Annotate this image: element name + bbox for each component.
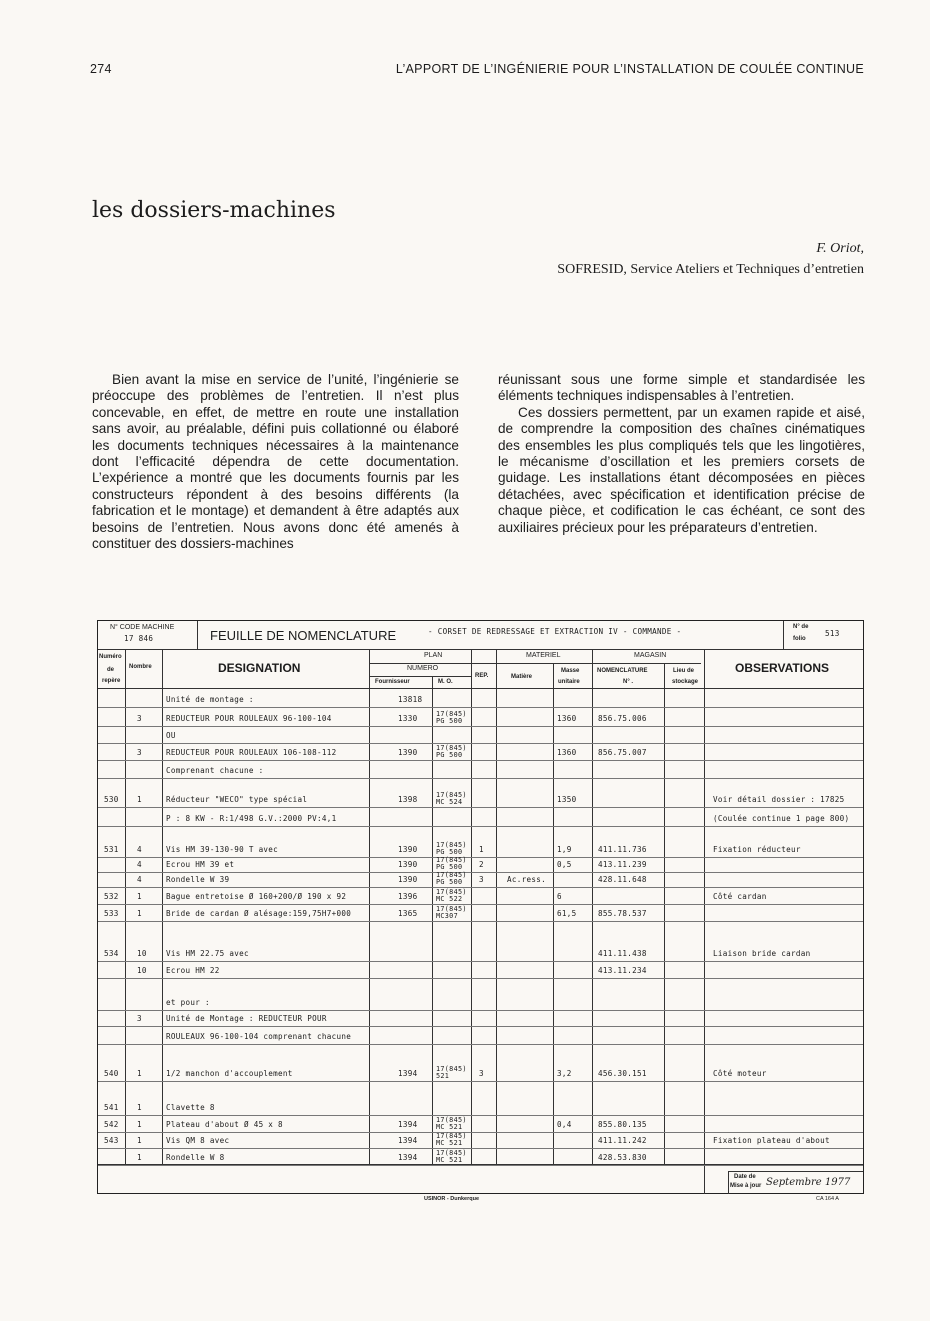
row-rule [98, 726, 863, 727]
cell-masse: 1360 [557, 714, 577, 723]
cell-masse: 3,2 [557, 1069, 572, 1078]
form-footer-ref: CA 164 A [816, 1196, 839, 1202]
cell-nomen: 856.75.007 [598, 748, 647, 757]
author-name: F. Oriot, [816, 241, 864, 256]
running-title: L’APPORT DE L’INGÉNIERIE POUR L’INSTALLATION DE COULÉE CONTINUE [395, 62, 864, 76]
cell-masse: 61,5 [557, 909, 577, 918]
paragraph: Ces dossiers permettent, par un examen rapide et aisé, de comprendre la composition des chaînes cinématiques des ensembles les plus compliqués tels que les lingotières, le mécanisme d’oscillation et les premiers corsets de guidage. Les installations étant décomposées en pièces détachées, avec spécification et identification précise de chaque pièce, et codification le cas échéant, ce sont des auxiliaires précieux pour les préparateurs d’entretien. [498, 404, 865, 535]
author-block [557, 238, 864, 280]
cell-nombre: 1 [137, 1120, 142, 1129]
cell-four: 1396 [398, 892, 418, 901]
cell-nombre: 4 [137, 845, 142, 854]
row-rule [98, 778, 863, 779]
paragraph: réunissant sous une forme simple et standardisée les éléments techniques indispensables à l’entretien. [498, 372, 865, 404]
cell-masse: 1360 [557, 748, 577, 757]
cell-nombre: 10 [137, 949, 147, 958]
col-magasin: MAGASIN [634, 652, 667, 659]
cell-designation: Vis HM 22.75 avec [166, 949, 249, 958]
cell-designation: Bride de cardan Ø alésage:159,75H7+000 [166, 909, 352, 918]
cell-rep: 2 [479, 860, 484, 869]
row-rule [98, 1148, 863, 1149]
cell-repere: 541 [104, 1103, 119, 1112]
cell-nombre: 1 [137, 1136, 142, 1145]
row-rule [98, 904, 863, 905]
cell-designation: 1/2 manchon d'accouplement [166, 1069, 293, 1078]
cell-four: 1390 [398, 845, 418, 854]
row-rule [98, 1165, 863, 1166]
cell-four: 13818 [398, 695, 423, 704]
cell-mo: 17(845) MC 524 [436, 791, 467, 806]
cell-obs: Côté moteur [713, 1069, 767, 1078]
col-nomenclature: NOMENCLATURE [597, 668, 648, 674]
cell-nomen: 411.11.736 [598, 845, 647, 854]
cell-obs: Voir détail dossier : 17825 [713, 795, 845, 804]
cell-nomen: 855.80.135 [598, 1120, 647, 1129]
cell-repere: 543 [104, 1136, 119, 1145]
cell-nombre: 1 [137, 1069, 142, 1078]
cell-four: 1330 [398, 714, 418, 723]
col-nombre: Nombre [129, 664, 152, 670]
col-numero: repère [102, 678, 121, 684]
cell-nombre: 3 [137, 748, 142, 757]
cell-repere: 534 [104, 949, 119, 958]
cell-four: 1394 [398, 1136, 418, 1145]
cell-nombre: 4 [137, 875, 142, 884]
cell-designation: Ecrou HM 39 et [166, 860, 235, 869]
col-lieu: Lieu de [673, 668, 695, 674]
row-rule [98, 760, 863, 761]
cell-obs: (Coulée continue 1 page 800) [713, 814, 850, 823]
cell-designation: Comprenant chacune : [166, 766, 264, 775]
cell-nomen: 456.30.151 [598, 1069, 647, 1078]
cell-mo: 17(845) MC 521 [436, 1149, 467, 1164]
row-rule [98, 807, 863, 808]
cell-mo: 17(845) PG 500 [436, 841, 467, 856]
cell-mo: 17(845) 521 [436, 1065, 467, 1080]
row-rule [98, 1132, 863, 1133]
cell-designation: Vis QM 8 avec [166, 1136, 230, 1145]
cell-masse: 0,5 [557, 860, 572, 869]
cell-nomen: 855.78.537 [598, 909, 647, 918]
cell-repere: 542 [104, 1120, 119, 1129]
cell-nombre: 3 [137, 1014, 142, 1023]
form-subtitle: - CORSET DE REDRESSAGE ET EXTRACTION IV - COMMANDE - [428, 627, 682, 636]
cell-four: 1394 [398, 1153, 418, 1162]
row-rule [98, 921, 863, 922]
cell-repere: 530 [104, 795, 119, 804]
cell-designation: Clavette 8 [166, 1103, 215, 1112]
cell-obs: Liaison bride cardan [713, 949, 811, 958]
cell-masse: 6 [557, 892, 562, 901]
col-matiere: Matière [511, 674, 533, 680]
body-column-left [92, 372, 459, 552]
row-rule [98, 1044, 863, 1045]
cell-designation: Plateau d'about Ø 45 x 8 [166, 1120, 283, 1129]
col-materiel: MATERIEL [526, 652, 561, 659]
cell-mo: 17(845) MC307 [436, 905, 467, 920]
article-title: les dossiers-machines [92, 198, 336, 223]
cell-designation: P : 8 KW - R:1/498 G.V.:2000 PV:4,1 [166, 814, 337, 823]
cell-nomen: 413.11.234 [598, 966, 647, 975]
date-label: Mise à jour [730, 1183, 762, 1189]
col-nomenclature: N° . [623, 679, 634, 685]
cell-mo: 17(845) MC 521 [436, 1132, 467, 1147]
col-designation: DESIGNATION [218, 661, 301, 675]
col-plan: PLAN [424, 652, 443, 659]
cell-rep: 3 [479, 875, 484, 884]
cell-nombre: 3 [137, 714, 142, 723]
col-numero: de [107, 667, 115, 673]
row-rule [98, 1026, 863, 1027]
cell-designation: Unité de Montage : REDUCTEUR POUR [166, 1014, 327, 1023]
date-label: Date de [734, 1174, 756, 1180]
cell-nomen: 428.53.830 [598, 1153, 647, 1162]
folio-value: 513 [825, 629, 840, 638]
row-rule [98, 1081, 863, 1082]
col-masse: unitaire [558, 679, 580, 685]
row-rule [98, 743, 863, 744]
cell-mo: 17(845) MC 522 [436, 888, 467, 903]
code-machine-label: N° CODE MACHINE [110, 624, 175, 631]
cell-matiere: Ac.ress. [507, 875, 546, 884]
row-rule [98, 707, 863, 708]
row-rule [98, 887, 863, 888]
cell-nombre: 1 [137, 795, 142, 804]
cell-four: 1394 [398, 1069, 418, 1078]
cell-designation: Rondelle W 8 [166, 1153, 225, 1162]
cell-obs: Fixation réducteur [713, 845, 801, 854]
cell-designation: et pour : [166, 998, 210, 1007]
body-column-right [498, 372, 865, 536]
cell-mo: 17(845) PG 500 [436, 744, 467, 759]
cell-designation: Rondelle W 39 [166, 875, 230, 884]
form-footer-company: USINOR - Dunkerque [424, 1196, 480, 1202]
cell-four: 1394 [398, 1120, 418, 1129]
row-rule [98, 857, 863, 858]
cell-mo: 17(845) PG 500 [436, 710, 467, 725]
row-rule [98, 961, 863, 962]
cell-designation: Ecrou HM 22 [166, 966, 220, 975]
cell-repere: 532 [104, 892, 119, 901]
cell-mo: 17(845) MC 521 [436, 1116, 467, 1131]
cell-designation: ROULEAUX 96-100-104 comprenant chacune [166, 1032, 352, 1041]
cell-four: 1390 [398, 875, 418, 884]
cell-rep: 3 [479, 1069, 484, 1078]
col-numero-plan: NUMERO [407, 665, 439, 672]
code-machine-value: 17 846 [124, 634, 154, 643]
row-rule [98, 1010, 863, 1011]
cell-mo: 17(845) PG 500 [436, 856, 467, 871]
cell-masse: 0,4 [557, 1120, 572, 1129]
cell-four: 1398 [398, 795, 418, 804]
cell-repere: 540 [104, 1069, 119, 1078]
cell-four: 1365 [398, 909, 418, 918]
date-value: Septembre 1977 [766, 1177, 851, 1188]
cell-obs: Fixation plateau d'about [713, 1136, 830, 1145]
cell-repere: 531 [104, 845, 119, 854]
cell-mo: 17(845) PG 500 [436, 871, 467, 886]
paragraph: Bien avant la mise en service de l’unité, l’ingénierie se préoccupe des problèmes de l’entretien. Il n’est plus concevable, en effet, de mettre en route une installation sans avoir, au préalable, défini puis collationné ou élaboré les documents techniques nécessaires à la maintenance dont l’efficacité dépendra de cette documentation. L’expérience a montré que les documents fournis par les constructeurs répondent à des besoins différents (la fabrication et le montage) et demandent à être adaptés aux besoins de l’entretien. Nous avons donc été amenés à constituer des dossiers-machines [92, 372, 459, 552]
cell-nombre: 4 [137, 860, 142, 869]
cell-designation: REDUCTEUR POUR ROULEAUX 96-100-104 [166, 714, 332, 723]
cell-nomen: 411.11.242 [598, 1136, 647, 1145]
cell-nombre: 1 [137, 909, 142, 918]
nomenclature-form [97, 620, 864, 1194]
form-title: FEUILLE DE NOMENCLATURE [210, 628, 397, 643]
author-affiliation: SOFRESID, Service Ateliers et Techniques d’entretien [557, 262, 864, 277]
cell-designation: REDUCTEUR POUR ROULEAUX 106-108-112 [166, 748, 337, 757]
cell-designation: Vis HM 39-130-90 T avec [166, 845, 279, 854]
row-rule [98, 872, 863, 873]
page-number: 274 [90, 62, 112, 76]
folio-label: folio [793, 636, 806, 642]
cell-designation: Unité de montage : [166, 695, 254, 704]
row-rule [98, 826, 863, 827]
col-rep: REP. [475, 673, 489, 679]
cell-masse: 1,9 [557, 845, 572, 854]
col-masse: Masse [561, 668, 580, 674]
cell-designation: Bague entretoise Ø 160+200/Ø 190 x 92 [166, 892, 347, 901]
cell-nombre: 10 [137, 966, 147, 975]
col-lieu: stockage [672, 679, 699, 685]
cell-masse: 1350 [557, 795, 577, 804]
row-rule [98, 1115, 863, 1116]
cell-four: 1390 [398, 860, 418, 869]
cell-rep: 1 [479, 845, 484, 854]
col-numero: Numéro [99, 654, 122, 660]
row-rule [98, 978, 863, 979]
cell-nombre: 1 [137, 1153, 142, 1162]
cell-designation: OU [166, 731, 176, 740]
cell-nomen: 428.11.648 [598, 875, 647, 884]
cell-repere: 533 [104, 909, 119, 918]
cell-nombre: 1 [137, 892, 142, 901]
col-fournisseur: Fournisseur [375, 679, 410, 685]
cell-designation: Réducteur "WECO" type spécial [166, 795, 308, 804]
col-mo: M. O. [438, 679, 453, 685]
cell-four: 1390 [398, 748, 418, 757]
cell-nomen: 413.11.239 [598, 860, 647, 869]
cell-nomen: 411.11.438 [598, 949, 647, 958]
cell-obs: Côté cardan [713, 892, 767, 901]
col-observations: OBSERVATIONS [735, 661, 830, 675]
cell-nombre: 1 [137, 1103, 142, 1112]
cell-nomen: 856.75.006 [598, 714, 647, 723]
folio-label: N° de [793, 624, 809, 630]
